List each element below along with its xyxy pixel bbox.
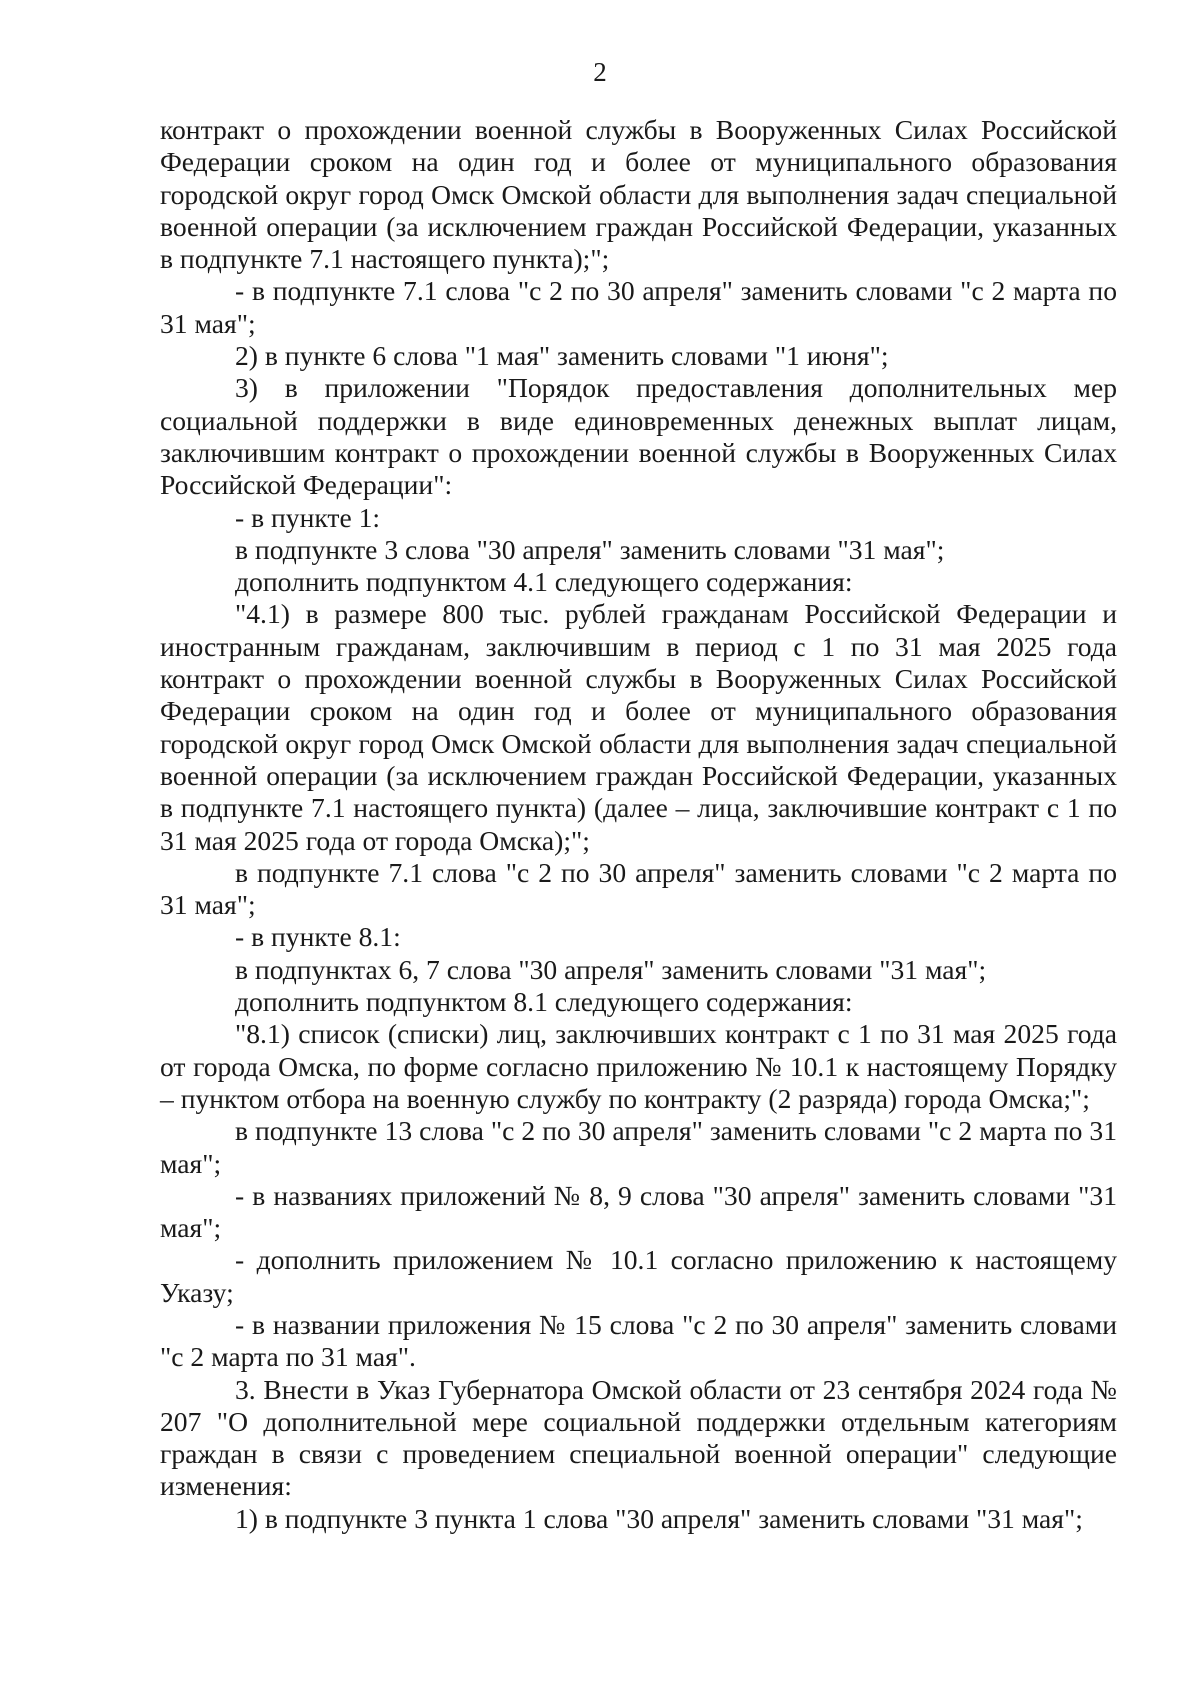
paragraph-subitem: - в названии приложения № 15 слова "с 2 по 30 апреля" заменить словами "с 2 марта по 31 мая". (160, 1308, 1117, 1373)
paragraph-subitem: в подпункте 13 слова "с 2 по 30 апреля" заменить словами "с 2 марта по 31 мая"; (160, 1115, 1117, 1179)
paragraph-subitem: дополнить подпунктом 8.1 следующего содержания: (235, 986, 853, 1018)
paragraph-subitem: - в пункте 1: (235, 501, 381, 533)
paragraph-subitem: в подпункте 7.1 слова "с 2 по 30 апреля" заменить словами "с 2 марта по 31 мая"; (160, 856, 1117, 921)
paragraph-item-1: 1) в подпункте 3 пункта 1 слова "30 апреля" заменить словами "31 мая"; (235, 1502, 1083, 1534)
paragraph-item-2: 2) в пункте 6 слова "1 мая" заменить словами "1 июня"; (235, 340, 889, 372)
paragraph-subitem: - в названиях приложений № 8, 9 слова "30 апреля" заменить словами "31 мая"; (160, 1179, 1117, 1244)
paragraph-subitem: дополнить подпунктом 4.1 следующего содержания: (235, 566, 853, 598)
paragraph-item-3: 3) в приложении "Порядок предоставления дополнительных мер социальной поддержки в виде единовременных денежных выплат лицам, заключившим контракт о прохождении военной службы в Вооруженных Силах Российской Федерации": (160, 372, 1117, 501)
paragraph-continuation: контракт о прохождении военной службы в Вооруженных Силах Российской Федерации сроком на один год и более от муниципального образования городской округ город Омск Омской области для выполнения задач специальной военной операции (за исключением граждан Российской Федерации, указанных в подпункте 7.1 настоящего пункта);"; (160, 114, 1117, 275)
paragraph-section-3: 3. Внести в Указ Губернатора Омской области от 23 сентября 2024 года № 207 "О дополнительной мере социальной поддержки отдельным категориям граждан в связи с проведением специальной военной операции" следующие изменения: (160, 1373, 1117, 1502)
document-body (160, 114, 1117, 1535)
paragraph-subitem: - в пункте 8.1: (235, 921, 401, 953)
paragraph-subitem: - дополнить приложением № 10.1 согласно приложению к настоящему Указу; (160, 1244, 1117, 1308)
page-number: 2 (593, 57, 607, 87)
paragraph-quoted-subitem-4-1: "4.1) в размере 800 тыс. рублей гражданам Российской Федерации и иностранным гражданам, заключившим в период с 1 по 31 мая 2025 года контракт о прохождении военной службы в Вооруженных Силах Российской Федерации сроком на один год и более от муниципального образования городской округ город Омск Омской области для выполнения задач специальной военной операции (за исключением граждан Российской Федерации, указанных в подпункте 7.1 настоящего пункта) (далее – лица, заключившие контракт с 1 по 31 мая 2025 года от города Омска);"; (160, 598, 1117, 856)
paragraph-subitem: - в подпункте 7.1 слова "с 2 по 30 апреля" заменить словами "с 2 марта по 31 мая"; (160, 275, 1117, 339)
paragraph-quoted-subitem-8-1: "8.1) список (списки) лиц, заключивших контракт с 1 по 31 мая 2025 года от города Омска, по форме согласно приложению № 10.1 к настоящему Порядку – пунктом отбора на военную службу по контракту (2 разряда) города Омска;"; (160, 1018, 1117, 1114)
paragraph-subitem: в подпунктах 6, 7 слова "30 апреля" заменить словами "31 мая"; (235, 953, 987, 985)
paragraph-subitem: в подпункте 3 слова "30 апреля" заменить словами "31 мая"; (235, 533, 945, 565)
